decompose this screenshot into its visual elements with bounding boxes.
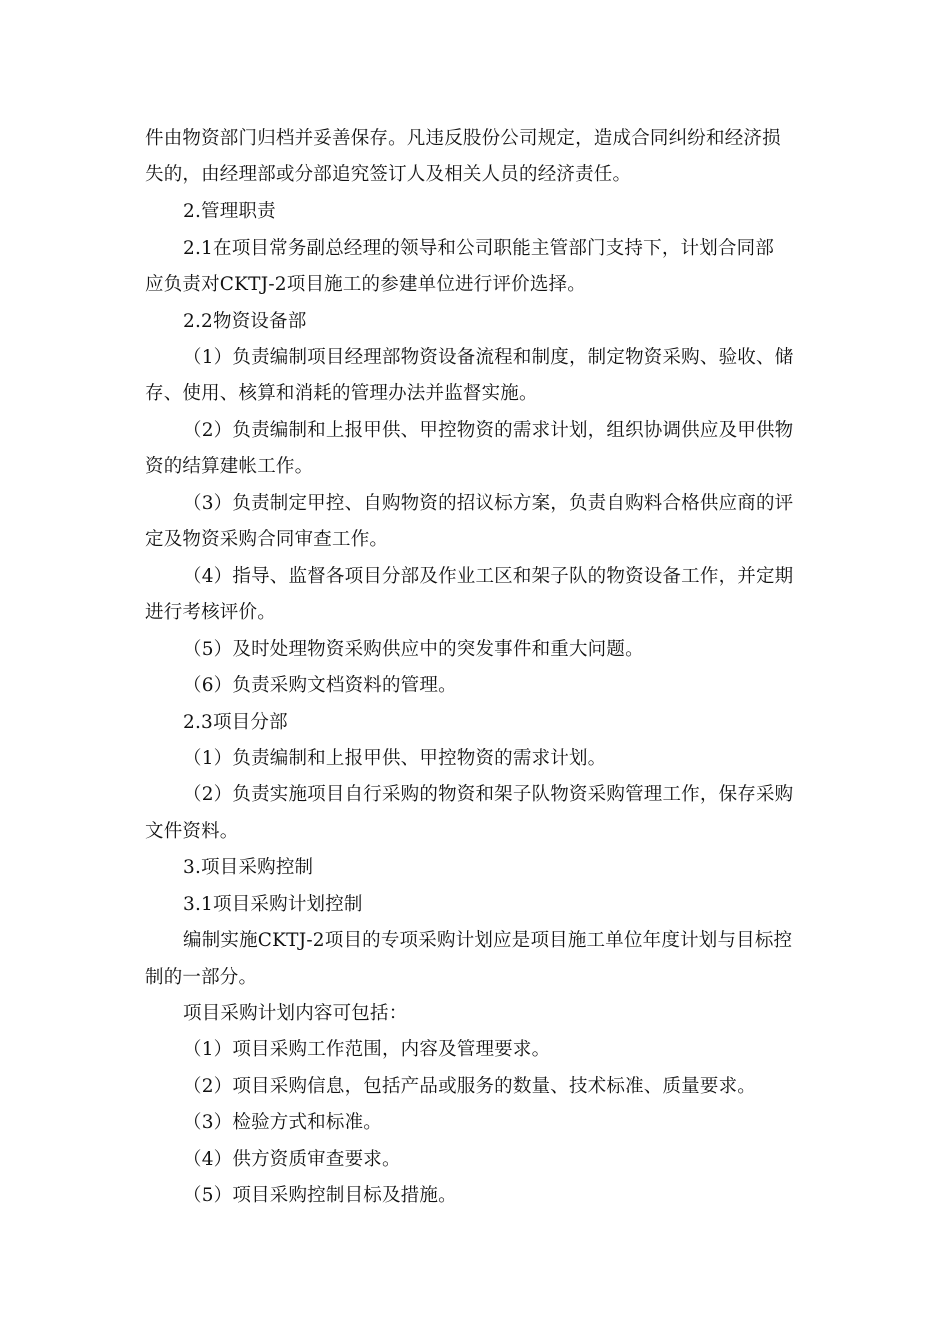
- text-line: 2.1在项目常务副总经理的领导和公司职能主管部门支持下，计划合同部: [183, 238, 775, 259]
- text-line: （5）及时处理物资采购供应中的突发事件和重大问题。: [183, 639, 644, 660]
- text-line: （4）供方资质审查要求。: [183, 1149, 401, 1170]
- text-line: （6）负责采购文档资料的管理。: [183, 675, 457, 696]
- text-line: （1）项目采购工作范围，内容及管理要求。: [183, 1039, 551, 1060]
- text-line: 存、使用、核算和消耗的管理办法并监督实施。: [145, 383, 538, 404]
- text-line: 件由物资部门归档并妥善保存。凡违反股份公司规定，造成合同纠纷和经济损: [145, 128, 781, 149]
- section-heading: 3.项目采购控制: [183, 857, 314, 878]
- text-line: （5）项目采购控制目标及措施。: [183, 1185, 457, 1206]
- text-line: （4）指导、监督各项目分部及作业工区和架子队的物资设备工作，并定期: [183, 566, 794, 587]
- text-line: （3）检验方式和标准。: [183, 1112, 382, 1133]
- subsection-heading: 2.3项目分部: [183, 712, 288, 733]
- text-line: 进行考核评价。: [145, 602, 276, 623]
- text-line: （3）负责制定甲控、自购物资的招议标方案，负责自购料合格供应商的评: [183, 493, 794, 514]
- text-line: 定及物资采购合同审查工作。: [145, 529, 389, 550]
- text-line: 文件资料。: [145, 821, 239, 842]
- subsection-heading: 2.2物资设备部: [183, 311, 307, 332]
- text-line: 失的，由经理部或分部追究签订人及相关人员的经济责任。: [145, 164, 632, 185]
- text-line: 项目采购计划内容可包括：: [183, 1003, 408, 1024]
- text-line: （1）负责编制项目经理部物资设备流程和制度，制定物资采购、验收、储: [183, 347, 794, 368]
- text-line: （2）项目采购信息，包括产品或服务的数量、技术标准、质量要求。: [183, 1076, 756, 1097]
- text-line: （1）负责编制和上报甲供、甲控物资的需求计划。: [183, 748, 607, 769]
- text-line: （2）负责编制和上报甲供、甲控物资的需求计划，组织协调供应及甲供物: [183, 420, 794, 441]
- subsection-heading: 3.1项目采购计划控制: [183, 894, 363, 915]
- section-heading: 2.管理职责: [183, 201, 276, 222]
- text-line: 资的结算建帐工作。: [145, 456, 314, 477]
- text-line: 编制实施CKTJ-2项目的专项采购计划应是项目施工单位年度计划与目标控: [183, 930, 793, 951]
- text-line: 应负责对CKTJ-2项目施工的参建单位进行评价选择。: [145, 274, 586, 295]
- text-line: 制的一部分。: [145, 967, 258, 988]
- text-line: （2）负责实施项目自行采购的物资和架子队物资采购管理工作，保存采购: [183, 784, 794, 805]
